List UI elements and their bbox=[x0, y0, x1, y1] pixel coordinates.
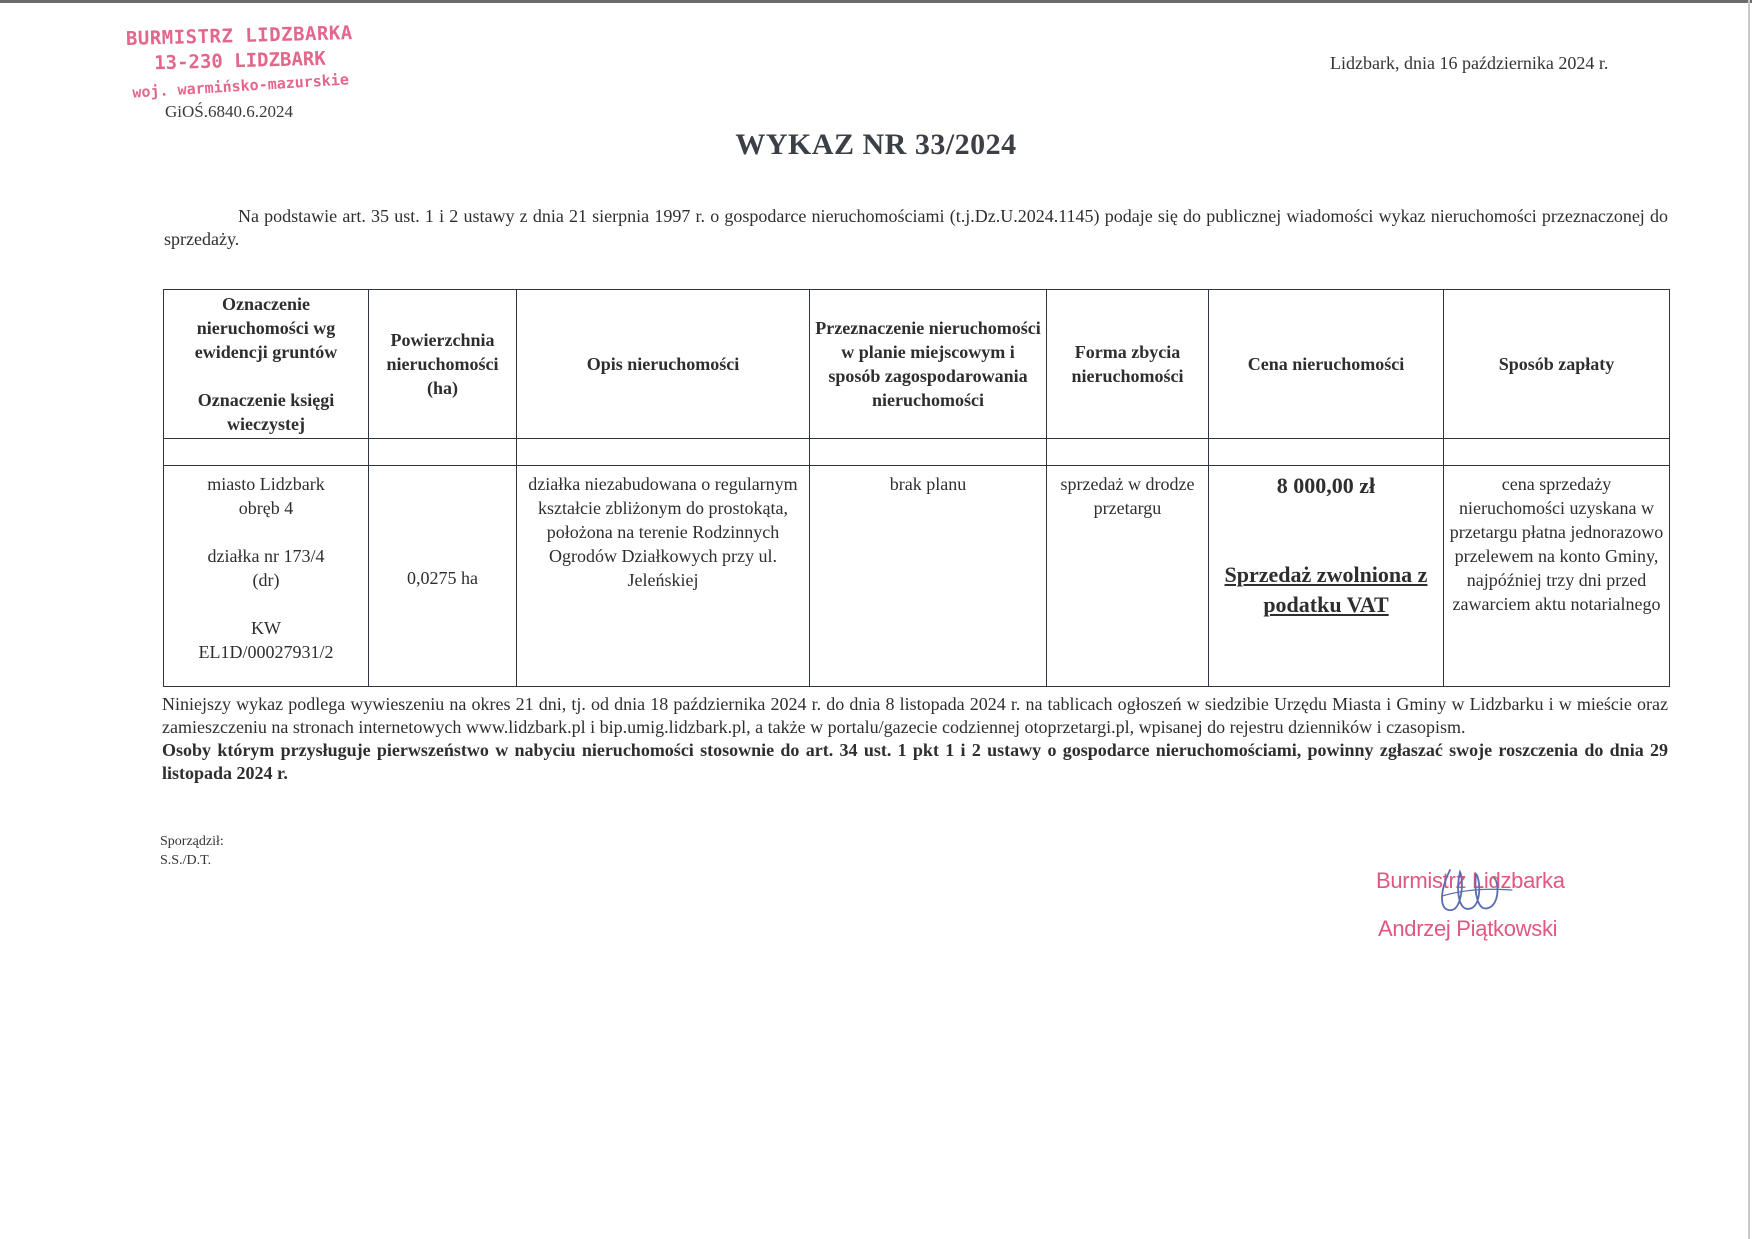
posting-notice bbox=[162, 693, 1668, 785]
place-and-date: Lidzbark, dnia 16 października 2024 r. bbox=[1330, 53, 1609, 73]
document-title: WYKAZ NR 33/2024 bbox=[735, 128, 1017, 161]
stamp-line-2: 13-230 LIDZBARK bbox=[153, 47, 327, 75]
cell-parcel-designation bbox=[164, 466, 369, 687]
cell-price bbox=[1209, 466, 1444, 687]
header-registry-label: Oznaczenie nieruchomości wg ewidencji gruntów bbox=[194, 294, 338, 362]
vat-exemption-note: Sprzedaż zwolniona z podatku VAT bbox=[1224, 562, 1428, 617]
cell-sale-form: sprzedaż w drodze przetargu bbox=[1047, 466, 1209, 687]
handwritten-signature-icon bbox=[1432, 860, 1522, 932]
parcel-type: (dr) bbox=[252, 570, 280, 590]
page-top-rule bbox=[0, 0, 1752, 3]
property-table bbox=[163, 289, 1670, 687]
signature-name: Andrzej Piątkowski bbox=[1378, 916, 1558, 941]
land-book-number: EL1D/00027931/2 bbox=[198, 642, 334, 662]
header-price: Cena nieruchomości bbox=[1209, 290, 1444, 439]
intro-paragraph: Na podstawie art. 35 ust. 1 i 2 ustawy z dnia 21 sierpnia 1997 r. o gospodarce nieruchomościami (t.j.Dz.U.2024.1145) podaje się do publicznej wiadomości wykaz nieruchomości przeznaczonej do sprzedaży. bbox=[164, 206, 1668, 249]
land-book-label: KW bbox=[251, 618, 281, 638]
signature-role: Burmistrz Lidzbarka bbox=[1376, 868, 1565, 893]
table-row bbox=[164, 466, 1670, 687]
header-parcel-designation bbox=[164, 290, 369, 439]
table-header-row bbox=[164, 290, 1670, 439]
office-stamp bbox=[99, 20, 381, 102]
table-spacer-row bbox=[164, 439, 1670, 466]
page-right-edge bbox=[1748, 0, 1750, 1239]
header-sale-form: Forma zbycia nieruchomości bbox=[1047, 290, 1209, 439]
cell-area: 0,0275 ha bbox=[369, 466, 517, 687]
stamp-line-3: woj. warmińsko-mazurskie bbox=[131, 70, 350, 102]
header-payment-method: Sposób zapłaty bbox=[1444, 290, 1670, 439]
header-zoning-plan: Przeznaczenie nieruchomości w planie miejscowym i sposób zagospodarowania nieruchomości bbox=[810, 290, 1047, 439]
cell-description: działka niezabudowana o regularnym kształcie zbliżonym do prostokąta, położona na terenie Rodzinnych Ogrodów Działkowych przy ul. Jeleńskiej bbox=[517, 466, 810, 687]
priority-claim-paragraph: Osoby którym przysługuje pierwszeństwo w nabyciu nieruchomości stosownie do art. 34 ust. 1 pkt 1 i 2 ustawy o gospodarce nieruchomościami, powinny zgłaszać swoje roszczenia do dnia 29 listopada 2024 r. bbox=[162, 740, 1668, 783]
prepared-by-label: Sporządził: bbox=[160, 834, 224, 849]
reference-number: GiOŚ.6840.6.2024 bbox=[165, 102, 293, 121]
location-precinct: obręb 4 bbox=[238, 498, 294, 518]
posting-period-paragraph: Niniejszy wykaz podlega wywieszeniu na okres 21 dni, tj. od dnia 18 października 2024 r. do dnia 8 listopada 2024 r. na tablicach ogłoszeń w siedzibie Urzędu Miasta i Gminy w Lidzbarku i w mieście oraz zamieszczeniu na stronach internetowych www.lidzbark.pl i bip.umig.lidzbark.pl, a także w portalu/gazecie codziennej otoprzetargi.pl, wpisanej do rejestru dzienników i czasopism. bbox=[162, 694, 1668, 737]
location-city: miasto Lidzbark bbox=[207, 474, 325, 494]
cell-payment-method: cena sprzedaży nieruchomości uzyskana w przetargu płatna jednorazowo przelewem na konto Gminy, najpóźniej trzy dni przed zawarciem aktu notarialnego bbox=[1444, 466, 1670, 687]
header-description: Opis nieruchomości bbox=[517, 290, 810, 439]
prepared-by-block bbox=[160, 832, 224, 870]
cell-zoning-plan: brak planu bbox=[810, 466, 1047, 687]
stamp-line-1: BURMISTRZ LIDZBARKA bbox=[125, 22, 354, 50]
header-area: Powierzchnia nieruchomości (ha) bbox=[369, 290, 517, 439]
price-value: 8 000,00 zł bbox=[1276, 473, 1376, 498]
prepared-by-initials: S.S./D.T. bbox=[160, 853, 212, 868]
header-land-book-label: Oznaczenie księgi wieczystej bbox=[197, 390, 335, 434]
parcel-number: działka nr 173/4 bbox=[207, 546, 325, 566]
